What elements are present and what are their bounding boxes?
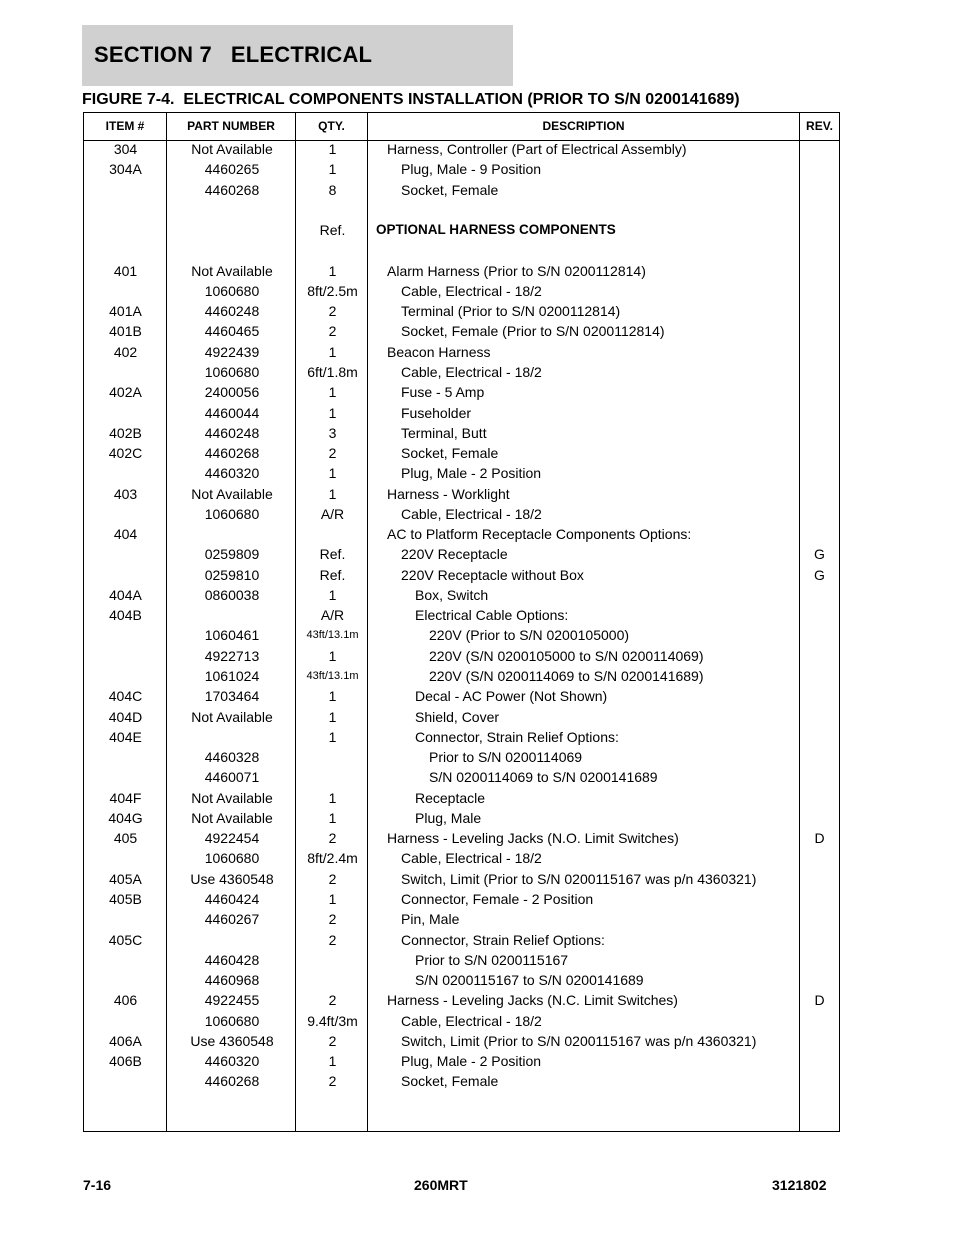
description: Harness - Worklight xyxy=(387,485,510,502)
quantity: 1 xyxy=(328,161,337,178)
part-number: 4460248 xyxy=(204,303,260,320)
table-row xyxy=(84,323,839,343)
header-rev: REV. xyxy=(806,119,833,133)
table-row xyxy=(84,445,839,465)
table-row xyxy=(84,425,839,445)
quantity: 8 xyxy=(328,181,337,198)
description: Decal - AC Power (Not Shown) xyxy=(415,688,608,705)
quantity: 2 xyxy=(328,323,337,340)
description: Connector, Strain Relief Options: xyxy=(401,931,605,948)
part-number: 4460268 xyxy=(204,181,260,198)
table-row xyxy=(84,344,839,364)
part-number: 0259809 xyxy=(204,546,260,563)
item-number: 405C xyxy=(108,931,143,948)
table-row xyxy=(84,992,839,1012)
part-number: 4922455 xyxy=(204,992,260,1009)
table-row xyxy=(84,141,839,161)
item-number: 304 xyxy=(113,141,138,157)
item-number: 304A xyxy=(109,161,142,178)
part-number: 4460248 xyxy=(204,424,260,441)
table-row xyxy=(84,587,839,607)
quantity: 1 xyxy=(328,708,337,725)
description: Plug, Male xyxy=(415,809,482,826)
item-number: 404F xyxy=(109,789,142,806)
item-number: 405B xyxy=(109,890,142,907)
footer-document-number: 3121802 xyxy=(772,1177,827,1193)
item-number: 404A xyxy=(109,586,142,603)
description: Socket, Female xyxy=(401,181,499,198)
part-number: Not Available xyxy=(191,485,273,502)
quantity: 2 xyxy=(328,303,337,320)
quantity: 2 xyxy=(328,1032,337,1049)
part-number: 4460044 xyxy=(204,404,260,421)
table-row xyxy=(84,303,839,323)
table-row xyxy=(84,526,839,546)
part-number: 4460265 xyxy=(204,161,260,178)
table-row xyxy=(84,222,839,242)
quantity: 3 xyxy=(328,424,337,441)
header-qty: QTY. xyxy=(318,119,345,133)
item-number: 402C xyxy=(108,445,143,462)
part-number: Use 4360548 xyxy=(190,1032,274,1049)
quantity: 9.4ft/3m xyxy=(307,1012,358,1029)
revision: D xyxy=(814,830,825,847)
item-number: 402A xyxy=(109,384,142,401)
item-number: 404E xyxy=(109,728,142,745)
quantity: 8ft/2.4m xyxy=(307,850,358,867)
header-description: DESCRIPTION xyxy=(542,119,625,133)
table-row xyxy=(84,729,839,749)
quantity: 1 xyxy=(328,890,337,907)
table-row xyxy=(84,749,839,769)
footer-page-number: 7-16 xyxy=(83,1177,112,1193)
description: Beacon Harness xyxy=(387,343,491,360)
part-number: 1060680 xyxy=(204,850,260,867)
part-number: 4922713 xyxy=(204,647,260,664)
part-number: 1060680 xyxy=(204,363,260,380)
quantity: Ref. xyxy=(319,566,346,583)
part-number: 1060680 xyxy=(204,282,260,299)
part-number: 4460267 xyxy=(204,911,260,928)
description: 220V (S/N 0200105000 to S/N 0200114069) xyxy=(429,647,704,664)
part-number: 4460071 xyxy=(204,769,260,786)
table-row xyxy=(84,1073,839,1093)
quantity: 1 xyxy=(328,647,337,664)
revision: G xyxy=(814,546,825,563)
item-number: 401 xyxy=(113,262,138,279)
quantity: 6ft/1.8m xyxy=(307,363,358,380)
part-number: 4460465 xyxy=(204,323,260,340)
description: Connector, Female - 2 Position xyxy=(401,890,594,907)
part-number: 4922439 xyxy=(204,343,260,360)
part-number: 0860038 xyxy=(204,586,260,603)
quantity: 1 xyxy=(328,384,337,401)
description: Connector, Strain Relief Options: xyxy=(415,728,619,745)
item-number: 401B xyxy=(109,323,142,340)
header-part-number: PART NUMBER xyxy=(187,119,275,133)
item-number: 403 xyxy=(113,485,138,502)
table-row xyxy=(84,546,839,566)
quantity: 1 xyxy=(328,465,337,482)
quantity: Ref. xyxy=(319,222,346,239)
table-row xyxy=(84,486,839,506)
description: 220V Receptacle without Box xyxy=(401,566,584,583)
table-row xyxy=(84,1013,839,1033)
quantity: 2 xyxy=(328,830,337,847)
table-row xyxy=(84,790,839,810)
parts-table xyxy=(83,112,840,1132)
item-number: 406B xyxy=(109,1053,142,1070)
description: Terminal, Butt xyxy=(401,424,487,441)
description: Plug, Male - 9 Position xyxy=(401,161,542,178)
part-number: 1060680 xyxy=(204,1012,260,1029)
description: Plug, Male - 2 Position xyxy=(401,465,542,482)
table-row xyxy=(84,567,839,587)
table-row xyxy=(84,871,839,891)
quantity: 2 xyxy=(328,1073,337,1090)
part-number: 0259810 xyxy=(204,566,260,583)
description: 220V Receptacle xyxy=(401,546,508,563)
description: Cable, Electrical - 18/2 xyxy=(401,850,542,867)
description: Cable, Electrical - 18/2 xyxy=(401,505,542,522)
quantity: 1 xyxy=(328,343,337,360)
description: Cable, Electrical - 18/2 xyxy=(401,282,542,299)
quantity: 1 xyxy=(328,809,337,826)
part-number: 4460320 xyxy=(204,1053,260,1070)
table-row xyxy=(84,709,839,729)
quantity: 1 xyxy=(328,688,337,705)
description: Socket, Female xyxy=(401,445,499,462)
part-number: 4460424 xyxy=(204,890,260,907)
table-row xyxy=(84,607,839,627)
table-row xyxy=(84,506,839,526)
figure-title: FIGURE 7-4. ELECTRICAL COMPONENTS INSTALLATION (PRIOR TO S/N 0200141689) xyxy=(82,91,740,108)
description: Harness - Leveling Jacks (N.C. Limit Switches) xyxy=(387,992,678,1009)
part-number: 4922454 xyxy=(204,830,260,847)
quantity: Ref. xyxy=(319,546,346,563)
description: S/N 0200114069 to S/N 0200141689 xyxy=(429,769,658,786)
item-number: 404B xyxy=(109,607,142,624)
table-row xyxy=(84,952,839,972)
table-row xyxy=(84,810,839,830)
part-number: Not Available xyxy=(191,708,273,725)
quantity: 43ft/13.1m xyxy=(306,670,359,683)
table-row xyxy=(84,648,839,668)
table-row xyxy=(84,263,839,283)
item-number: 404G xyxy=(108,809,143,826)
description: Plug, Male - 2 Position xyxy=(401,1053,542,1070)
part-number: Use 4360548 xyxy=(190,870,274,887)
description: Fuse - 5 Amp xyxy=(401,384,485,401)
item-number: 405A xyxy=(109,870,142,887)
quantity: 43ft/13.1m xyxy=(306,629,359,642)
table-row xyxy=(84,830,839,850)
part-number: 4460320 xyxy=(204,465,260,482)
table-row xyxy=(84,627,839,647)
quantity: 1 xyxy=(328,485,337,502)
quantity: 2 xyxy=(328,911,337,928)
quantity: 1 xyxy=(328,1053,337,1070)
description: Cable, Electrical - 18/2 xyxy=(401,363,542,380)
table-row xyxy=(84,911,839,931)
quantity: 1 xyxy=(328,404,337,421)
item-number: 402B xyxy=(109,424,142,441)
quantity: 2 xyxy=(328,870,337,887)
table-row xyxy=(84,161,839,181)
description: Switch, Limit (Prior to S/N 0200115167 was p/n 4360321) xyxy=(401,1032,757,1049)
quantity: 1 xyxy=(328,262,337,279)
description: S/N 0200115167 to S/N 0200141689 xyxy=(415,972,644,989)
table-row xyxy=(84,850,839,870)
table-row xyxy=(84,242,839,262)
table-row xyxy=(84,384,839,404)
part-number: 1060680 xyxy=(204,505,260,522)
description: Shield, Cover xyxy=(415,708,500,725)
description: Alarm Harness (Prior to S/N 0200112814) xyxy=(387,262,646,279)
description: OPTIONAL HARNESS COMPONENTS xyxy=(376,222,616,238)
description: Prior to S/N 0200114069 xyxy=(429,749,583,766)
table-row xyxy=(84,688,839,708)
part-number: 4460268 xyxy=(204,1073,260,1090)
description: 220V (Prior to S/N 0200105000) xyxy=(429,627,630,644)
table-row xyxy=(84,769,839,789)
description: Box, Switch xyxy=(415,586,489,603)
item-number: 404D xyxy=(108,708,143,725)
item-number: 406A xyxy=(109,1032,142,1049)
item-number: 406 xyxy=(113,992,138,1009)
quantity: A/R xyxy=(320,505,345,522)
table-row xyxy=(84,465,839,485)
description: Harness, Controller (Part of Electrical Assembly) xyxy=(387,141,687,157)
table-row xyxy=(84,202,839,222)
part-number: Not Available xyxy=(191,789,273,806)
quantity: 2 xyxy=(328,992,337,1009)
table-row xyxy=(84,283,839,303)
table-row xyxy=(84,972,839,992)
description: Terminal (Prior to S/N 0200112814) xyxy=(401,303,621,320)
part-number: Not Available xyxy=(191,809,273,826)
part-number: Not Available xyxy=(191,141,273,157)
part-number: 4460968 xyxy=(204,972,260,989)
table-row xyxy=(84,668,839,688)
description: Receptacle xyxy=(415,789,486,806)
item-number: 405 xyxy=(113,830,138,847)
description: Harness - Leveling Jacks (N.O. Limit Switches) xyxy=(387,830,679,847)
revision: D xyxy=(814,992,825,1009)
revision: G xyxy=(814,566,825,583)
description: Socket, Female xyxy=(401,1073,499,1090)
part-number: 4460328 xyxy=(204,749,260,766)
table-row xyxy=(84,932,839,952)
quantity: 2 xyxy=(328,931,337,948)
table-row xyxy=(84,1033,839,1053)
part-number: 2400056 xyxy=(204,384,260,401)
description: 220V (S/N 0200114069 to S/N 0200141689) xyxy=(429,668,704,685)
description: Fuseholder xyxy=(401,404,472,421)
table-row xyxy=(84,364,839,384)
item-number: 404C xyxy=(108,688,143,705)
description: Cable, Electrical - 18/2 xyxy=(401,1012,542,1029)
footer-model: 260MRT xyxy=(414,1177,468,1193)
quantity: 1 xyxy=(328,141,337,157)
item-number: 401A xyxy=(109,303,142,320)
part-number: 1061024 xyxy=(204,668,260,685)
description: Switch, Limit (Prior to S/N 0200115167 was p/n 4360321) xyxy=(401,870,757,887)
item-number: 402 xyxy=(113,343,138,360)
table-row xyxy=(84,405,839,425)
part-number: Not Available xyxy=(191,262,273,279)
table-row xyxy=(84,891,839,911)
quantity: 2 xyxy=(328,445,337,462)
part-number: 4460428 xyxy=(204,951,260,968)
description: Electrical Cable Options: xyxy=(415,607,569,624)
item-number: 404 xyxy=(113,526,138,543)
quantity: 8ft/2.5m xyxy=(307,282,358,299)
section-title: SECTION 7 ELECTRICAL xyxy=(94,42,373,67)
table-row xyxy=(84,182,839,202)
part-number: 1703464 xyxy=(204,688,260,705)
quantity: A/R xyxy=(320,607,345,624)
description: AC to Platform Receptacle Components Options: xyxy=(387,526,692,543)
header-item: ITEM # xyxy=(105,119,145,133)
part-number: 4460268 xyxy=(204,445,260,462)
description: Socket, Female (Prior to S/N 0200112814) xyxy=(401,323,665,340)
quantity: 1 xyxy=(328,586,337,603)
section-banner xyxy=(82,25,513,86)
table-header xyxy=(84,113,839,141)
description: Prior to S/N 0200115167 xyxy=(415,951,569,968)
table-row xyxy=(84,1053,839,1073)
description: Pin, Male xyxy=(401,911,460,928)
part-number: 1060461 xyxy=(204,627,260,644)
quantity: 1 xyxy=(328,789,337,806)
quantity: 1 xyxy=(328,728,337,745)
